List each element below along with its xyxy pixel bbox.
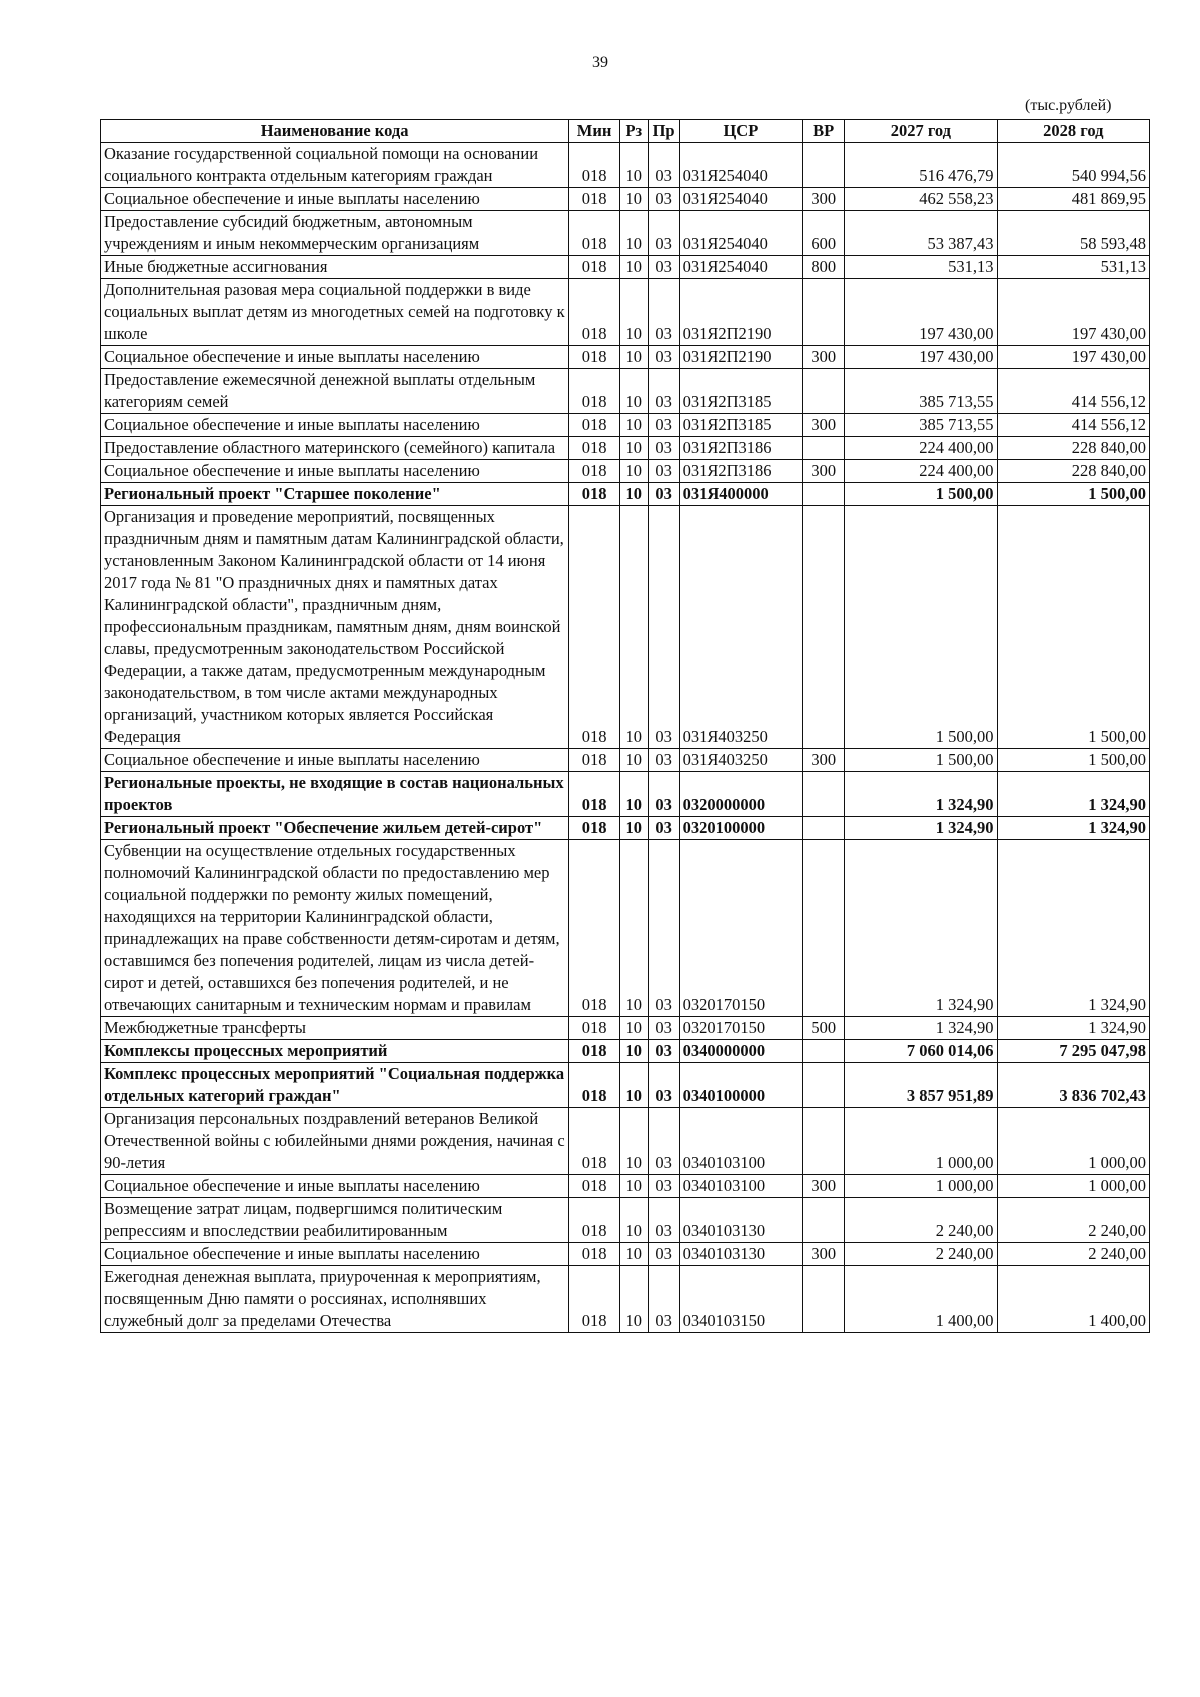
- cell-csr: 031Я2П2190: [679, 279, 803, 346]
- table-row: [101, 211, 1150, 256]
- cell-csr: 031Я2П2190: [679, 346, 803, 369]
- cell-2027: 2 240,00: [845, 1198, 997, 1243]
- table-row: [101, 188, 1150, 211]
- cell-2028: 228 840,00: [997, 460, 1149, 483]
- cell-min: 018: [569, 211, 620, 256]
- cell-pr: 03: [648, 483, 679, 506]
- cell-2028: 1 324,90: [997, 817, 1149, 840]
- cell-name: Региональный проект "Обеспечение жильем детей-сирот": [101, 817, 569, 840]
- table-row: [101, 840, 1150, 1017]
- cell-name: Социальное обеспечение и иные выплаты населению: [101, 188, 569, 211]
- cell-name: Социальное обеспечение и иные выплаты населению: [101, 460, 569, 483]
- cell-rz: 10: [619, 1243, 648, 1266]
- cell-csr: 031Я254040: [679, 188, 803, 211]
- cell-rz: 10: [619, 840, 648, 1017]
- cell-pr: 03: [648, 279, 679, 346]
- cell-2028: 2 240,00: [997, 1243, 1149, 1266]
- header-min: Мин: [569, 120, 620, 143]
- cell-rz: 10: [619, 460, 648, 483]
- cell-rz: 10: [619, 506, 648, 749]
- cell-name: Иные бюджетные ассигнования: [101, 256, 569, 279]
- cell-pr: 03: [648, 1108, 679, 1175]
- cell-csr: 0320000000: [679, 772, 803, 817]
- cell-vr: 300: [803, 414, 845, 437]
- cell-min: 018: [569, 369, 620, 414]
- cell-name: Оказание государственной социальной помощи на основании социального контракта отдельным категориям граждан: [101, 143, 569, 188]
- cell-name: Дополнительная разовая мера социальной поддержки в виде социальных выплат детям из многодетных семей на подготовку к школе: [101, 279, 569, 346]
- cell-2027: 197 430,00: [845, 279, 997, 346]
- cell-min: 018: [569, 1266, 620, 1333]
- cell-vr: [803, 840, 845, 1017]
- cell-min: 018: [569, 346, 620, 369]
- cell-pr: 03: [648, 256, 679, 279]
- cell-pr: 03: [648, 143, 679, 188]
- cell-2027: 53 387,43: [845, 211, 997, 256]
- table-row: [101, 460, 1150, 483]
- cell-rz: 10: [619, 1266, 648, 1333]
- cell-csr: 031Я403250: [679, 506, 803, 749]
- cell-csr: 031Я254040: [679, 256, 803, 279]
- cell-vr: 500: [803, 1017, 845, 1040]
- cell-2027: 1 324,90: [845, 772, 997, 817]
- cell-min: 018: [569, 437, 620, 460]
- cell-rz: 10: [619, 211, 648, 256]
- table-body: [101, 143, 1150, 1333]
- cell-pr: 03: [648, 188, 679, 211]
- cell-vr: [803, 817, 845, 840]
- cell-pr: 03: [648, 437, 679, 460]
- table-row: [101, 143, 1150, 188]
- cell-min: 018: [569, 279, 620, 346]
- cell-rz: 10: [619, 1198, 648, 1243]
- cell-name: Региональные проекты, не входящие в состав национальных проектов: [101, 772, 569, 817]
- cell-rz: 10: [619, 749, 648, 772]
- cell-csr: 0320170150: [679, 1017, 803, 1040]
- cell-vr: [803, 143, 845, 188]
- cell-rz: 10: [619, 483, 648, 506]
- cell-name: Организация персональных поздравлений ветеранов Великой Отечественной войны с юбилейными днями рождения, начиная с 90-летия: [101, 1108, 569, 1175]
- cell-vr: [803, 279, 845, 346]
- cell-2028: 1 324,90: [997, 840, 1149, 1017]
- cell-vr: [803, 369, 845, 414]
- table-row: [101, 414, 1150, 437]
- header-rz: Рз: [619, 120, 648, 143]
- cell-2028: 2 240,00: [997, 1198, 1149, 1243]
- cell-2027: 1 400,00: [845, 1266, 997, 1333]
- cell-csr: 031Я2П3186: [679, 460, 803, 483]
- cell-vr: [803, 1040, 845, 1063]
- cell-csr: 031Я403250: [679, 749, 803, 772]
- cell-2028: 7 295 047,98: [997, 1040, 1149, 1063]
- cell-name: Социальное обеспечение и иные выплаты населению: [101, 749, 569, 772]
- cell-2027: 1 000,00: [845, 1175, 997, 1198]
- cell-2027: 1 500,00: [845, 506, 997, 749]
- table-row: [101, 1175, 1150, 1198]
- cell-rz: 10: [619, 817, 648, 840]
- cell-rz: 10: [619, 414, 648, 437]
- cell-2028: 197 430,00: [997, 279, 1149, 346]
- cell-2027: 385 713,55: [845, 369, 997, 414]
- cell-pr: 03: [648, 369, 679, 414]
- cell-pr: 03: [648, 749, 679, 772]
- cell-name: Предоставление субсидий бюджетным, автономным учреждениям и иным некоммерческим организациям: [101, 211, 569, 256]
- cell-csr: 0340103130: [679, 1243, 803, 1266]
- cell-2027: 385 713,55: [845, 414, 997, 437]
- cell-vr: 600: [803, 211, 845, 256]
- cell-name: Предоставление ежемесячной денежной выплаты отдельным категориям семей: [101, 369, 569, 414]
- table-row: [101, 1063, 1150, 1108]
- cell-rz: 10: [619, 256, 648, 279]
- cell-name: Социальное обеспечение и иные выплаты населению: [101, 414, 569, 437]
- cell-pr: 03: [648, 1243, 679, 1266]
- cell-min: 018: [569, 1175, 620, 1198]
- cell-min: 018: [569, 1198, 620, 1243]
- cell-2027: 1 500,00: [845, 483, 997, 506]
- cell-pr: 03: [648, 1017, 679, 1040]
- cell-vr: 300: [803, 1243, 845, 1266]
- cell-min: 018: [569, 840, 620, 1017]
- cell-vr: 300: [803, 1175, 845, 1198]
- cell-csr: 0340103100: [679, 1175, 803, 1198]
- table-row: [101, 1108, 1150, 1175]
- cell-pr: 03: [648, 346, 679, 369]
- cell-pr: 03: [648, 1063, 679, 1108]
- cell-rz: 10: [619, 1040, 648, 1063]
- cell-pr: 03: [648, 1040, 679, 1063]
- cell-2027: 531,13: [845, 256, 997, 279]
- cell-csr: 031Я2П3185: [679, 369, 803, 414]
- cell-2028: 1 000,00: [997, 1108, 1149, 1175]
- cell-min: 018: [569, 1040, 620, 1063]
- cell-2028: 1 400,00: [997, 1266, 1149, 1333]
- cell-min: 018: [569, 1017, 620, 1040]
- cell-min: 018: [569, 256, 620, 279]
- cell-rz: 10: [619, 1063, 648, 1108]
- cell-csr: 031Я254040: [679, 143, 803, 188]
- cell-csr: 0340100000: [679, 1063, 803, 1108]
- table-row: [101, 256, 1150, 279]
- cell-2028: 3 836 702,43: [997, 1063, 1149, 1108]
- cell-vr: [803, 1108, 845, 1175]
- cell-pr: 03: [648, 1175, 679, 1198]
- cell-pr: 03: [648, 211, 679, 256]
- cell-vr: [803, 772, 845, 817]
- cell-2028: 481 869,95: [997, 188, 1149, 211]
- cell-2028: 1 500,00: [997, 749, 1149, 772]
- cell-pr: 03: [648, 772, 679, 817]
- cell-csr: 0320100000: [679, 817, 803, 840]
- cell-2028: 1 500,00: [997, 506, 1149, 749]
- cell-name: Социальное обеспечение и иные выплаты населению: [101, 346, 569, 369]
- cell-csr: 031Я400000: [679, 483, 803, 506]
- cell-name: Ежегодная денежная выплата, приуроченная к мероприятиям, посвященным Дню памяти о россиянах, исполнявших служебный долг за пределами Отечества: [101, 1266, 569, 1333]
- cell-vr: [803, 1063, 845, 1108]
- cell-name: Комплекс процессных мероприятий "Социальная поддержка отдельных категорий граждан": [101, 1063, 569, 1108]
- cell-2028: 1 324,90: [997, 772, 1149, 817]
- cell-name: Предоставление областного материнского (семейного) капитала: [101, 437, 569, 460]
- cell-vr: [803, 506, 845, 749]
- cell-rz: 10: [619, 369, 648, 414]
- cell-min: 018: [569, 460, 620, 483]
- table-row: [101, 483, 1150, 506]
- cell-2028: 1 500,00: [997, 483, 1149, 506]
- cell-pr: 03: [648, 506, 679, 749]
- table-row: [101, 279, 1150, 346]
- cell-rz: 10: [619, 279, 648, 346]
- cell-min: 018: [569, 772, 620, 817]
- cell-2027: 1 500,00: [845, 749, 997, 772]
- header-2027: 2027 год: [845, 120, 997, 143]
- cell-name: Межбюджетные трансферты: [101, 1017, 569, 1040]
- cell-csr: 0340000000: [679, 1040, 803, 1063]
- cell-rz: 10: [619, 188, 648, 211]
- table-row: [101, 369, 1150, 414]
- cell-2027: 197 430,00: [845, 346, 997, 369]
- cell-vr: 300: [803, 346, 845, 369]
- cell-2028: 414 556,12: [997, 369, 1149, 414]
- page-number: 39: [592, 54, 608, 71]
- cell-name: Субвенции на осуществление отдельных государственных полномочий Калининградской области по предоставлению мер социальной поддержки по ремонту жилых помещений, находящихся на территории Калининградской области, принадлежащих на праве собственности детям-сиротам и детям, оставшимся без попечения родителей, лицам из числа детей-сирот и детей, оставшихся без попечения родителей, и не отвечающих санитарным и техническим нормам и правилам: [101, 840, 569, 1017]
- cell-name: Социальное обеспечение и иные выплаты населению: [101, 1243, 569, 1266]
- cell-rz: 10: [619, 143, 648, 188]
- cell-name: Организация и проведение мероприятий, посвященных праздничным дням и памятным датам Калининградской области, установленным Законом Калининградской области от 14 июня 2017 года № 81 "О праздничных днях и памятных датах Калининградской области", праздничным дням, профессиональным праздникам, памятным дням, дням воинской славы, предусмотренным законодательством Российской Федерации, а также датам, предусмотренным международным законодательством, в том числе актами международных организаций, участником которых является Российская Федерация: [101, 506, 569, 749]
- budget-table: [100, 119, 1150, 1333]
- cell-csr: 0320170150: [679, 840, 803, 1017]
- cell-vr: [803, 1198, 845, 1243]
- cell-2027: 224 400,00: [845, 437, 997, 460]
- cell-pr: 03: [648, 1198, 679, 1243]
- cell-min: 018: [569, 414, 620, 437]
- cell-min: 018: [569, 143, 620, 188]
- table-row: [101, 1198, 1150, 1243]
- cell-vr: 300: [803, 460, 845, 483]
- cell-csr: 0340103100: [679, 1108, 803, 1175]
- header-csr: ЦСР: [679, 120, 803, 143]
- cell-min: 018: [569, 506, 620, 749]
- header-2028: 2028 год: [997, 120, 1149, 143]
- cell-2028: 414 556,12: [997, 414, 1149, 437]
- cell-min: 018: [569, 1243, 620, 1266]
- table-row: [101, 346, 1150, 369]
- table-row: [101, 1243, 1150, 1266]
- table-row: [101, 772, 1150, 817]
- header-vr: ВР: [803, 120, 845, 143]
- cell-csr: 031Я2П3185: [679, 414, 803, 437]
- cell-rz: 10: [619, 1108, 648, 1175]
- cell-name: Региональный проект "Старшее поколение": [101, 483, 569, 506]
- cell-min: 018: [569, 817, 620, 840]
- cell-2028: 540 994,56: [997, 143, 1149, 188]
- cell-name: Комплексы процессных мероприятий: [101, 1040, 569, 1063]
- cell-2028: 228 840,00: [997, 437, 1149, 460]
- cell-vr: 300: [803, 749, 845, 772]
- cell-min: 018: [569, 483, 620, 506]
- cell-2027: 1 324,90: [845, 840, 997, 1017]
- cell-rz: 10: [619, 1017, 648, 1040]
- cell-2027: 462 558,23: [845, 188, 997, 211]
- cell-2027: 1 000,00: [845, 1108, 997, 1175]
- table-row: [101, 817, 1150, 840]
- cell-vr: 300: [803, 188, 845, 211]
- header-name: Наименование кода: [101, 120, 569, 143]
- cell-rz: 10: [619, 346, 648, 369]
- cell-2027: 516 476,79: [845, 143, 997, 188]
- table-row: [101, 506, 1150, 749]
- table-row: [101, 437, 1150, 460]
- cell-2027: 2 240,00: [845, 1243, 997, 1266]
- cell-2027: 1 324,90: [845, 817, 997, 840]
- cell-vr: [803, 1266, 845, 1333]
- cell-csr: 0340103130: [679, 1198, 803, 1243]
- cell-2027: 1 324,90: [845, 1017, 997, 1040]
- cell-pr: 03: [648, 817, 679, 840]
- cell-pr: 03: [648, 840, 679, 1017]
- cell-rz: 10: [619, 437, 648, 460]
- cell-csr: 0340103150: [679, 1266, 803, 1333]
- cell-2028: 197 430,00: [997, 346, 1149, 369]
- cell-2028: 531,13: [997, 256, 1149, 279]
- cell-csr: 031Я254040: [679, 211, 803, 256]
- table-row: [101, 749, 1150, 772]
- cell-name: Возмещение затрат лицам, подвергшимся политическим репрессиям и впоследствии реабилитированным: [101, 1198, 569, 1243]
- cell-pr: 03: [648, 460, 679, 483]
- cell-vr: [803, 437, 845, 460]
- cell-2028: 1 000,00: [997, 1175, 1149, 1198]
- cell-min: 018: [569, 1108, 620, 1175]
- cell-2027: 224 400,00: [845, 460, 997, 483]
- cell-2027: 7 060 014,06: [845, 1040, 997, 1063]
- cell-2028: 1 324,90: [997, 1017, 1149, 1040]
- cell-min: 018: [569, 188, 620, 211]
- cell-rz: 10: [619, 1175, 648, 1198]
- cell-min: 018: [569, 749, 620, 772]
- units-label: (тыс.рублей): [1025, 97, 1112, 114]
- cell-pr: 03: [648, 414, 679, 437]
- cell-pr: 03: [648, 1266, 679, 1333]
- table-header-row: [101, 120, 1150, 143]
- cell-rz: 10: [619, 772, 648, 817]
- cell-name: Социальное обеспечение и иные выплаты населению: [101, 1175, 569, 1198]
- table-row: [101, 1266, 1150, 1333]
- cell-vr: [803, 483, 845, 506]
- cell-csr: 031Я2П3186: [679, 437, 803, 460]
- header-pr: Пр: [648, 120, 679, 143]
- table-row: [101, 1040, 1150, 1063]
- cell-min: 018: [569, 1063, 620, 1108]
- cell-2028: 58 593,48: [997, 211, 1149, 256]
- table-row: [101, 1017, 1150, 1040]
- cell-2027: 3 857 951,89: [845, 1063, 997, 1108]
- cell-vr: 800: [803, 256, 845, 279]
